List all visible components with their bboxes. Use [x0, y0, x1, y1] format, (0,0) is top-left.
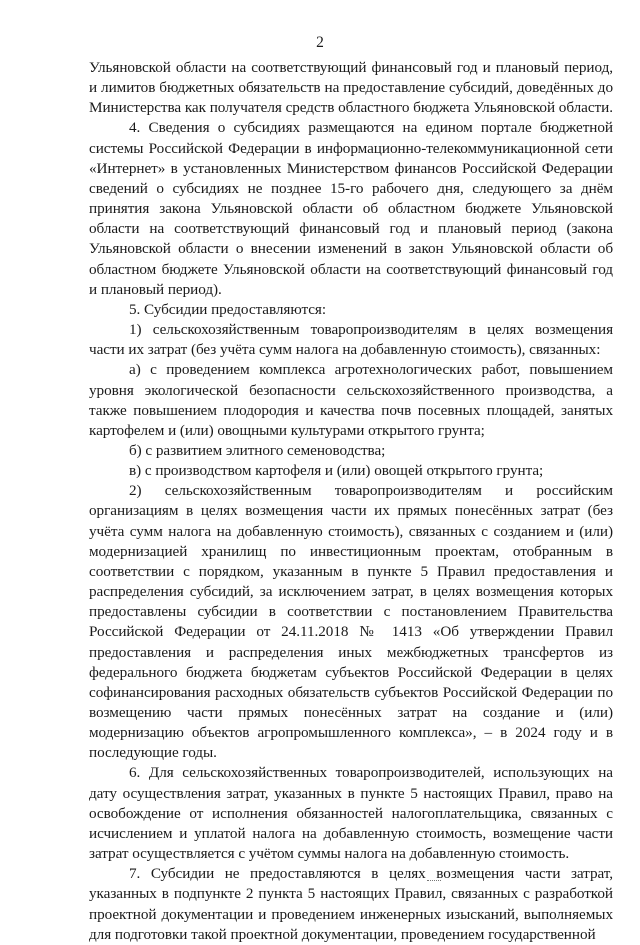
paragraph-subitem-a: а) с проведением комплекса агротехнологических работ, повышением уровня экологической безопасности сельскохозяйственного производства, а также повышением плодородия и качества почв посевных площадей, занятых картофелем и (или) овощными культурами открытого грунта; — [89, 361, 613, 439]
paragraph-item-4: 4. Сведения о субсидиях размещаются на едином портале бюджетной системы Российской Федерации в информационно-телекоммуникационной сети «Интернет» в установленных Министерством финансов Российской Федерации сведений о субсидиях не позднее 15-го рабочего дня, следующего за днём принятия закона Ульяновской области об областном бюджете Ульяновской области на соответствующий финансовый год и плановый период (закона Ульяновской области о внесении изменений в закон Ульяновской области об областном бюджете Ульяновской области на соответствующий финансовый год и плановый период). — [89, 119, 613, 298]
document-body — [89, 58, 613, 945]
paragraph-item-6: 6. Для сельскохозяйственных товаропроизводителей, использующих на дату осуществления затрат, указанных в пункте 5 настоящих Правил, право на освобождение от исполнения обязанностей налогоплательщика, связанных с исчислением и уплатой налога на добавленную стоимость, возмещение части затрат осуществляется с учётом суммы налога на добавленную стоимость. — [89, 764, 613, 863]
paragraph-subitem-1: 1) сельскохозяйственным товаропроизводителям в целях возмещения части их затрат (без учёта сумм налога на добавленную стоимость), связанных: — [89, 321, 613, 359]
paragraph-item-5: 5. Субсидии предоставляются: — [129, 300, 327, 318]
paragraph-item-7: 7. Субсидии не предоставляются в целях возмещения части затрат, указанных в подпункте 2 пункта 5 настоящих Правил, связанных с разработкой проектной документации и проведением инженерных изысканий, выполняемых для подготовки такой проектной документации, проведением государственной — [89, 865, 613, 943]
paragraph-subitem-2: 2) сельскохозяйственным товаропроизводителям и российским организациям в целях возмещения части их прямых понесённых затрат (без учёта сумм налога на добавленную стоимость), связанных с созданием и (или) модернизацией хранилищ по инвестиционным проектам, отобранным в соответствии с порядком, указанным в пункте 5 Правил предоставления и распределения субсидий, за исключением затрат, в целях возмещения которых предоставлены субсидии в соответствии с постановлением Правительства Российской Федерации от 24.11.2018 № 1413 «Об утверждении Правил предоставления и распределения иных межбюджетных трансфертов из федерального бюджета бюджетам субъектов Российской Федерации в целях софинансирования расходных обязательств субъектов Российской Федерации по возмещению части прямых понесённых затрат на создание и (или) модернизацию объектов агропромышленного комплекса», – в 2024 году и в последующие годы. — [89, 482, 613, 762]
paragraph-subitem-b: б) с развитием элитного семеноводства; — [129, 441, 386, 459]
paragraph-continuation: Ульяновской области на соответствующий финансовый год и плановый период, и лимитов бюджетных обязательств на предоставление субсидий, доведённых до Министерства как получателя средств областного бюджета Ульяновской области. — [89, 59, 613, 117]
paragraph-subitem-v: в) с производством картофеля и (или) овощей открытого грунта; — [129, 462, 544, 480]
page-number: 2 — [316, 34, 324, 51]
scan-speck — [427, 880, 441, 883]
